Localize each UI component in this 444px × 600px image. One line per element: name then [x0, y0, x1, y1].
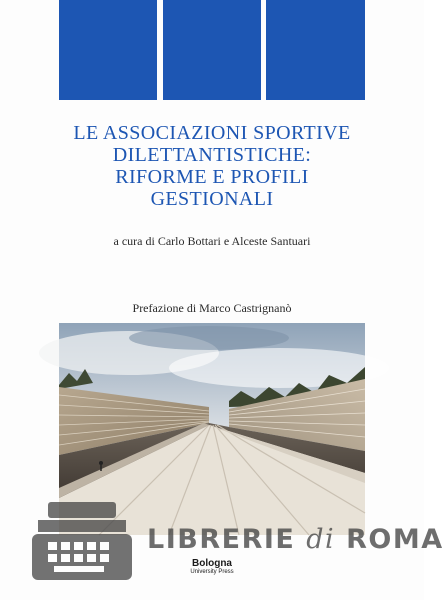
- book-title: [30, 122, 394, 210]
- blue-header-block-center: [163, 0, 261, 100]
- title-line: DILETTANTISTICHE:: [112, 144, 312, 166]
- title-line: RIFORME E PROFILI: [115, 166, 309, 188]
- blue-header-block-right: [266, 0, 365, 100]
- preface-line: Prefazione di Marco Castrignanò: [132, 301, 292, 315]
- publisher-name: Bologna: [192, 558, 232, 569]
- publisher-logo: [0, 558, 424, 576]
- title-line: LE ASSOCIAZIONI SPORTIVE: [73, 122, 351, 144]
- editors-line: a cura di Carlo Bottari e Alceste Santuari: [113, 234, 311, 248]
- blue-header-block-left: [59, 0, 157, 100]
- watermark-word-librerie: LIBRERIE: [147, 524, 296, 555]
- watermark-text: [147, 524, 444, 555]
- title-line: GESTIONALI: [150, 188, 274, 210]
- watermark-word-di: di: [306, 524, 336, 555]
- watermark-word-roma: ROMA: [346, 524, 444, 555]
- publisher-subtitle: University Press: [190, 569, 234, 575]
